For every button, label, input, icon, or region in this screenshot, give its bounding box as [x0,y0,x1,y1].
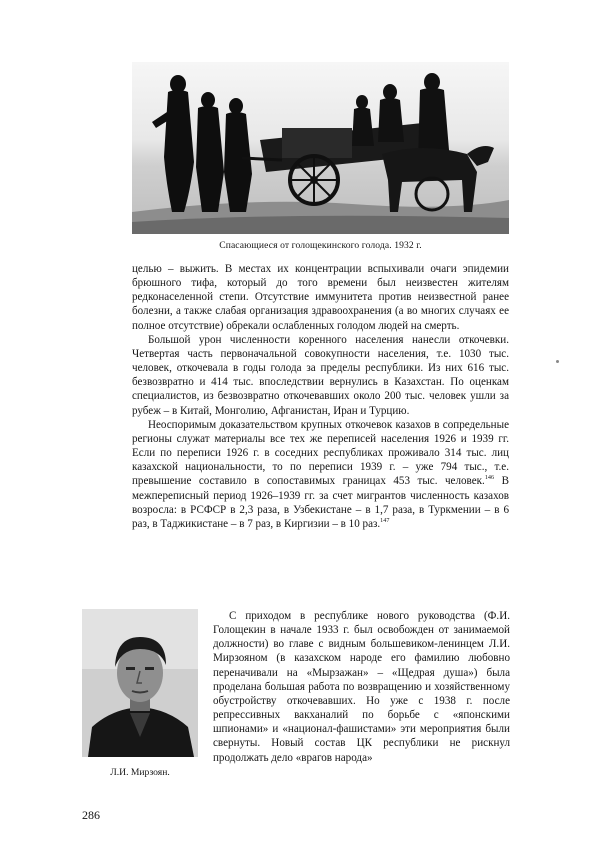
portrait-figure [82,609,198,757]
paragraph-2: Большой урон численности коренного населения нанесли откочевки. Четвертая часть первоначальной совокупности населения, т.е. 1030 тыс. человек, откочевала в годы голода за пределы республики. Из них 616 тыс. безвозвратно и 414 тыс. впоследствии вернулись в Казахстан. По оценкам специалистов, из безвозвратно откочевавших около 200 тыс. человек ушли за рубеж – в Китай, Монголию, Афганистан, Иран и Турцию. [132,333,509,417]
paragraph-3-part-1: Неоспоримым доказательством крупных откочевок казахов в сопредельные регионы служат материалы все тех же переписей населения 1926 и 1939 гг. Если по переписи 1926 г. в соседних республиках проживало 314 тыс. лиц казахской национальности, то по переписи 1939 г. – уже 794 тыс., т.е. превышение составило в сопоставимых границах 453 тыс. человек. [132,418,509,488]
portrait-caption: Л.И. Мирзоян. [110,767,170,778]
footnote-146[interactable]: 146 [484,474,495,482]
people-group [152,75,252,212]
paragraph-1: целью – выжить. В местах их концентрации вспыхивали очаги эпидемии брюшного тифа, который до того времени был неизвестен жителям редконаселенной степи. Отсутствие иммунитета против неизвестной ранее болезни, а также слабая организация здравоохранения (а во многих случаях ее полное отсутствие) обрекали ослабленных голодом людей на смерть. [132,263,509,332]
historical-photo [132,62,509,234]
footnote-147[interactable]: 147 [380,516,390,524]
scan-speck [556,360,559,363]
body-text [132,262,509,531]
side-text [213,609,510,765]
photo-caption: Спасающиеся от голощекинского голода. 1932 г. [219,240,422,251]
page-number: 286 [82,808,100,822]
photo-scene [132,62,509,234]
paragraph-3-part-2: В межпереписный период 1926–1939 гг. за счет мигрантов численность казахов возросла: в РСФСР в 2,3 раза, в Узбекистане – в 1,7 раза, в Туркмении – в 6 раз, в Таджикистане – в 7 раз, в Киргизии – в 10 раз. [132,475,509,530]
portrait-photo [82,609,198,757]
paragraph-3 [132,418,509,531]
side-paragraph: С приходом в республике нового руководства (Ф.И. Голощекин в начале 1933 г. был освобожден от занимаемой должности) во главе с видным большевиком-ленинцем Л.И. Мирзояном (в казахском народе его фамилию любовно переначивали на «Мырзажан» – «Щедрая душа») была проделана большая работа по возвращению и хозяйственному обустройству откочевавших. Но уже с 1938 г. после репрессивных вакханалий по борьбе с «японскими шпионами» и «национал-фашистами» эти мероприятия были свернуты. Новый состав ЦК республики не рискнул продолжать дело «врагов народа» [213,610,510,764]
animals [382,146,494,212]
